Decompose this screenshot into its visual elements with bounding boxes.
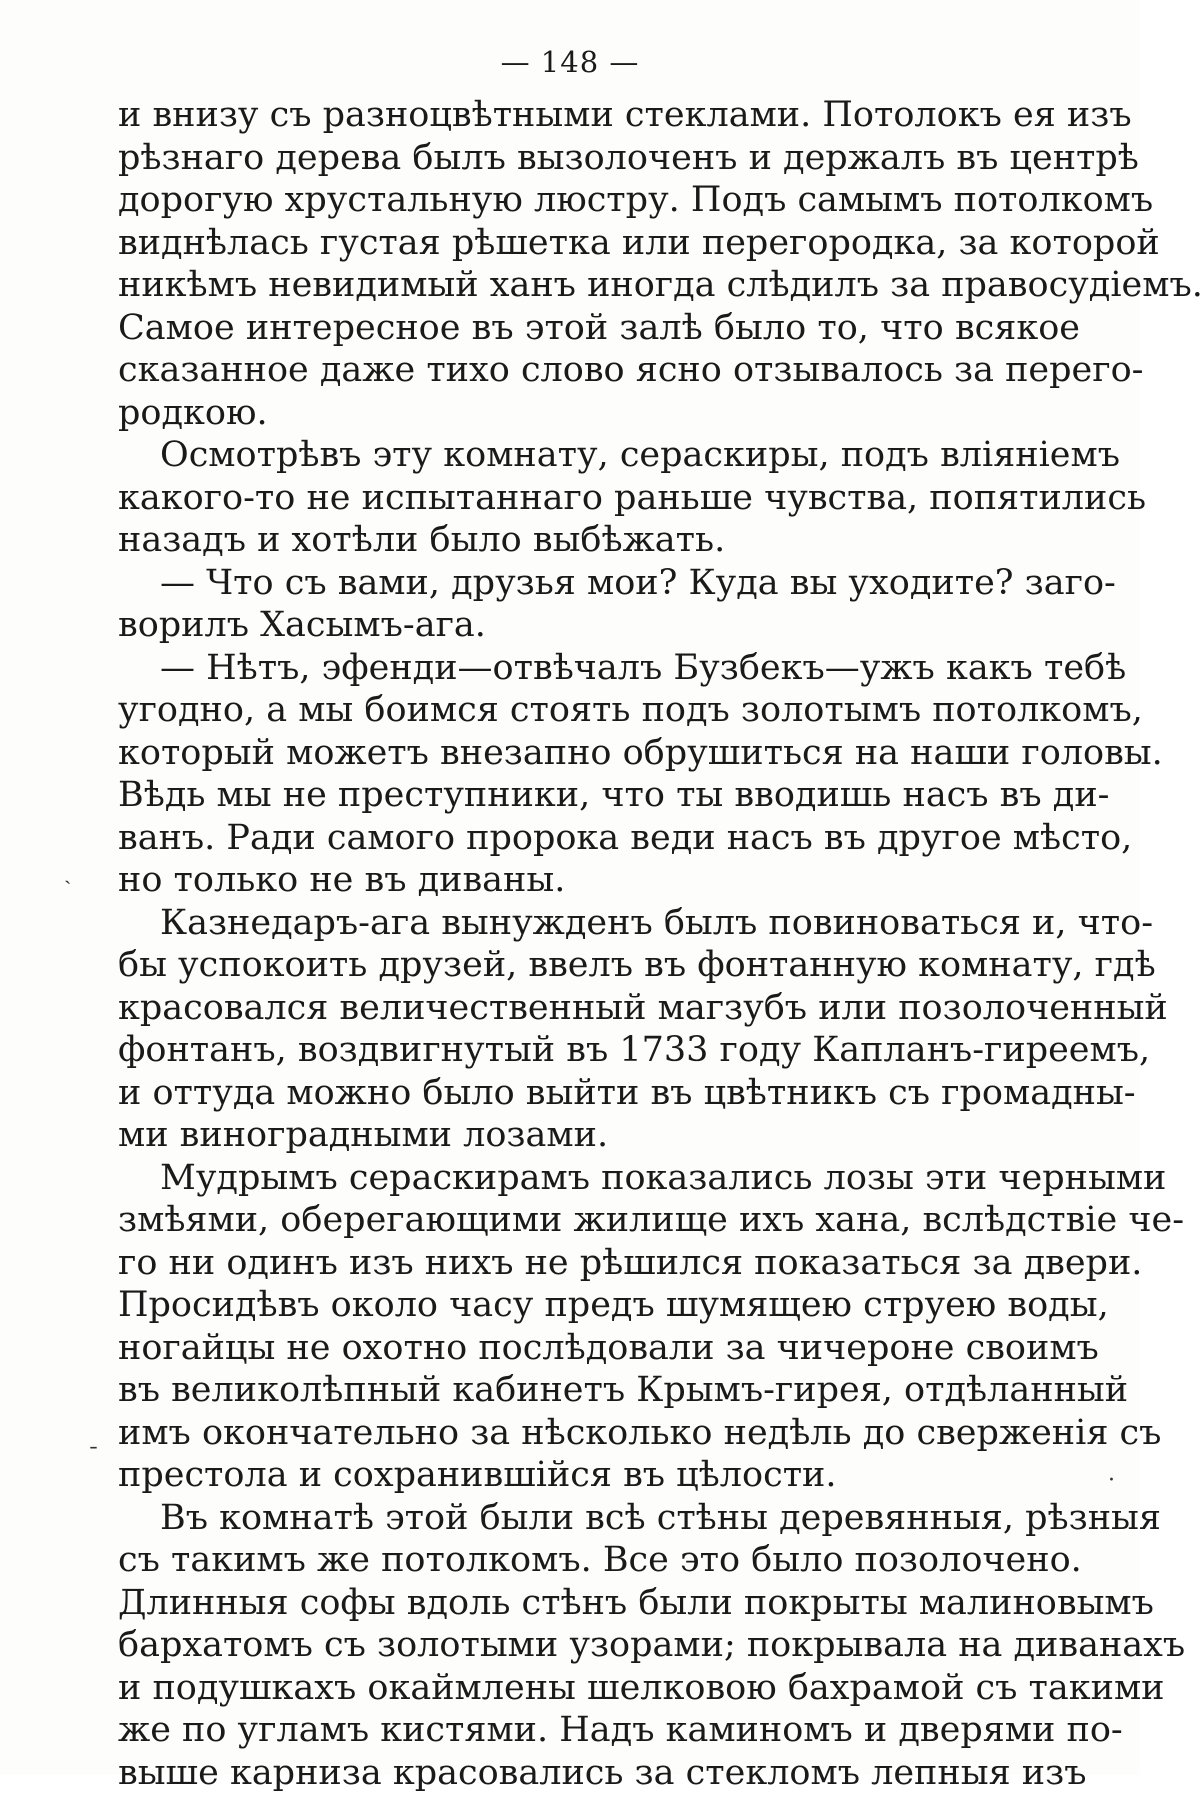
text-line: бархатомъ съ золотыми узорами; покрывала на диванахъ — [118, 1624, 1080, 1667]
text-line: Въ комнатѣ этой были всѣ стѣны деревянныя, рѣзныя — [118, 1497, 1080, 1540]
page-number: — 148 — — [0, 44, 1140, 80]
text-line: красовался величественный магзубъ или позолоченный — [118, 987, 1080, 1030]
text-line: какого-то не испытаннаго раньше чувства, попятились — [118, 477, 1080, 520]
text-line: виднѣлась густая рѣшетка или перегородка, за которой — [118, 222, 1080, 265]
text-line: выше карниза красовались за стекломъ лепныя изъ — [118, 1752, 1080, 1794]
text-line: сказанное даже тихо слово ясно отзывалось за перего- — [118, 349, 1080, 392]
text-line: съ такимъ же потолкомъ. Все это было позолочено. — [118, 1539, 1080, 1582]
text-line: го ни одинъ изъ нихъ не рѣшился показаться за двери. — [118, 1242, 1080, 1285]
text-line: въ великолѣпный кабинетъ Крымъ-гирея, отдѣланный — [118, 1369, 1080, 1412]
margin-speck: ˎ — [64, 862, 71, 884]
text-line: ми виноградными лозами. — [118, 1114, 1080, 1157]
text-line: имъ окончательно за нѣсколько недѣль до сверженія съ — [118, 1412, 1080, 1455]
text-line: и подушкахъ окаймлены шелковою бахрамой съ такими — [118, 1667, 1080, 1710]
text-line: Самое интересное въ этой залѣ было то, что всякое — [118, 307, 1080, 350]
paragraph-6 — [118, 1157, 1080, 1497]
text-line: назадъ и хотѣли было выбѣжать. — [118, 519, 1080, 562]
paragraph-2 — [118, 434, 1080, 562]
paragraph-5 — [118, 902, 1080, 1157]
text-line: никѣмъ невидимый ханъ иногда слѣдилъ за правосудіемъ. — [118, 264, 1080, 307]
paragraph-7 — [118, 1497, 1080, 1794]
text-line: ногайцы не охотно послѣдовали за чичероне своимъ — [118, 1327, 1080, 1370]
text-line: угодно, а мы боимся стоять подъ золотымъ потолкомъ, — [118, 689, 1080, 732]
text-line: бы успокоить друзей, ввелъ въ фонтанную комнату, гдѣ — [118, 944, 1080, 987]
paragraph-1 — [118, 94, 1080, 434]
paragraph-3 — [118, 562, 1080, 647]
text-line: престола и сохранившійся въ цѣлости. — [118, 1454, 1080, 1497]
text-line: рѣзнаго дерева былъ вызолоченъ и держалъ въ центрѣ — [118, 137, 1080, 180]
text-line: и оттуда можно было выйти въ цвѣтникъ съ громадны- — [118, 1072, 1080, 1115]
text-line: Казнедаръ-ага вынужденъ былъ повиноваться и, что- — [118, 902, 1080, 945]
text-line: же по угламъ кистями. Надъ каминомъ и дверями по- — [118, 1709, 1080, 1752]
text-line: дорогую хрустальную люстру. Подъ самымъ потолкомъ — [118, 179, 1080, 222]
text-line: змѣями, оберегающими жилище ихъ хана, вслѣдствіе че- — [118, 1199, 1080, 1242]
margin-speck: · — [1108, 1470, 1115, 1492]
text-line: ворилъ Хасымъ-ага. — [118, 604, 1080, 647]
text-line: фонтанъ, воздвигнутый въ 1733 году Капланъ-гиреемъ, — [118, 1029, 1080, 1072]
paragraph-4 — [118, 647, 1080, 902]
text-line: Осмотрѣвъ эту комнату, сераскиры, подъ вліяніемъ — [118, 434, 1080, 477]
text-line: родкою. — [118, 392, 1080, 435]
text-line: ванъ. Ради самого пророка веди насъ въ другое мѣсто, — [118, 817, 1080, 860]
text-line: который можетъ внезапно обрушиться на наши головы. — [118, 732, 1080, 775]
body-text — [118, 94, 1080, 1794]
margin-speck: ˍ — [88, 1428, 99, 1450]
text-line: Вѣдь мы не преступники, что ты вводишь насъ въ ди- — [118, 774, 1080, 817]
text-line: и внизу съ разноцвѣтными стеклами. Потолокъ ея изъ — [118, 94, 1080, 137]
text-line: — Что съ вами, друзья мои? Куда вы уходите? заго- — [118, 562, 1080, 605]
text-line: Просидѣвъ около часу предъ шумящею струею воды, — [118, 1284, 1080, 1327]
text-line: Длинныя софы вдоль стѣнъ были покрыты малиновымъ — [118, 1582, 1080, 1625]
text-line: Мудрымъ сераскирамъ показались лозы эти черными — [118, 1157, 1080, 1200]
text-line: — Нѣтъ, эфенди—отвѣчалъ Бузбекъ—ужъ какъ тебѣ — [118, 647, 1080, 690]
text-line: но только не въ диваны. — [118, 859, 1080, 902]
